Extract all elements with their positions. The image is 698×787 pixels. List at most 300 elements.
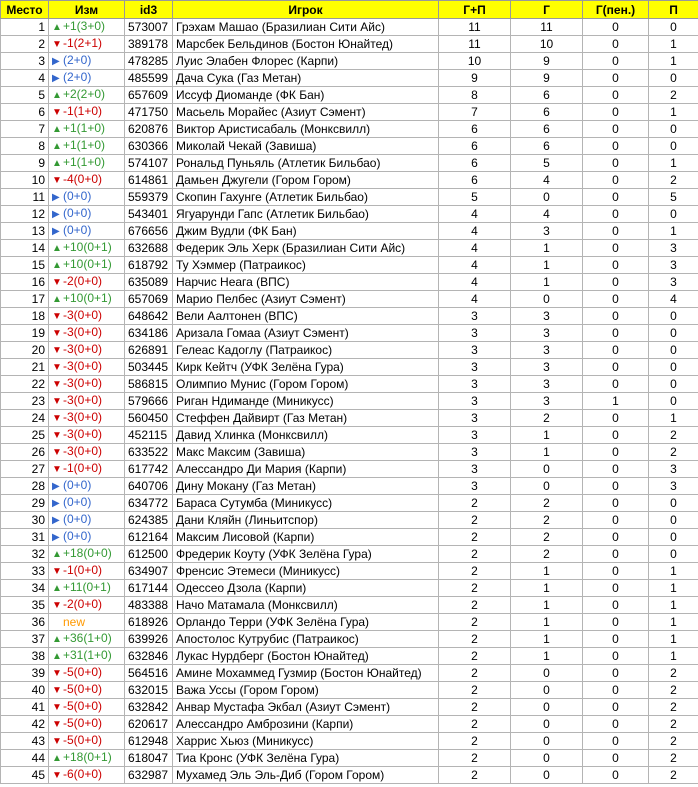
goals-cell[interactable]: 2 xyxy=(511,546,583,563)
goals-plus-assists-cell[interactable]: 2 xyxy=(439,614,511,631)
goals-cell[interactable]: 3 xyxy=(511,325,583,342)
penalty-goals-cell[interactable]: 0 xyxy=(583,36,649,53)
goals-cell[interactable]: 1 xyxy=(511,427,583,444)
id3-cell[interactable]: 632842 xyxy=(125,699,173,716)
change-cell[interactable] xyxy=(49,750,125,767)
id3-cell[interactable]: 632987 xyxy=(125,767,173,784)
place-cell[interactable]: 31 xyxy=(1,529,49,546)
penalty-goals-cell[interactable]: 0 xyxy=(583,138,649,155)
place-cell[interactable]: 5 xyxy=(1,87,49,104)
goals-cell[interactable]: 0 xyxy=(511,733,583,750)
goals-cell[interactable]: 4 xyxy=(511,172,583,189)
goals-cell[interactable]: 11 xyxy=(511,19,583,36)
change-cell[interactable] xyxy=(49,104,125,121)
change-cell[interactable] xyxy=(49,138,125,155)
goals-cell[interactable]: 3 xyxy=(511,359,583,376)
goals-plus-assists-cell[interactable]: 3 xyxy=(439,478,511,495)
assists-cell[interactable]: 3 xyxy=(649,257,698,274)
penalty-goals-cell[interactable]: 0 xyxy=(583,597,649,614)
id3-cell[interactable]: 657069 xyxy=(125,291,173,308)
goals-cell[interactable]: 1 xyxy=(511,240,583,257)
penalty-goals-cell[interactable]: 0 xyxy=(583,172,649,189)
id3-cell[interactable]: 630366 xyxy=(125,138,173,155)
id3-cell[interactable]: 626891 xyxy=(125,342,173,359)
goals-cell[interactable]: 3 xyxy=(511,393,583,410)
id3-cell[interactable]: 632015 xyxy=(125,682,173,699)
assists-cell[interactable]: 3 xyxy=(649,478,698,495)
goals-plus-assists-cell[interactable]: 2 xyxy=(439,529,511,546)
id3-cell[interactable]: 574107 xyxy=(125,155,173,172)
place-cell[interactable]: 45 xyxy=(1,767,49,784)
change-cell[interactable] xyxy=(49,172,125,189)
player-cell[interactable]: Бараса Сутумба (Миникусс) xyxy=(173,495,439,512)
change-cell[interactable] xyxy=(49,257,125,274)
penalty-goals-cell[interactable]: 0 xyxy=(583,665,649,682)
change-cell[interactable] xyxy=(49,19,125,36)
change-cell[interactable] xyxy=(49,427,125,444)
goals-plus-assists-cell[interactable]: 2 xyxy=(439,716,511,733)
goals-cell[interactable]: 0 xyxy=(511,478,583,495)
player-cell[interactable]: Максим Лисовой (Карпи) xyxy=(173,529,439,546)
penalty-goals-cell[interactable]: 0 xyxy=(583,359,649,376)
change-cell[interactable] xyxy=(49,70,125,87)
place-cell[interactable]: 36 xyxy=(1,614,49,631)
change-cell[interactable] xyxy=(49,410,125,427)
penalty-goals-cell[interactable]: 0 xyxy=(583,223,649,240)
penalty-goals-cell[interactable]: 0 xyxy=(583,733,649,750)
id3-cell[interactable]: 632688 xyxy=(125,240,173,257)
assists-cell[interactable]: 0 xyxy=(649,376,698,393)
id3-cell[interactable]: 483388 xyxy=(125,597,173,614)
id3-cell[interactable]: 579666 xyxy=(125,393,173,410)
assists-cell[interactable]: 1 xyxy=(649,614,698,631)
penalty-goals-cell[interactable]: 0 xyxy=(583,461,649,478)
col-header-player[interactable]: Игрок xyxy=(173,1,439,19)
goals-cell[interactable]: 0 xyxy=(511,291,583,308)
goals-cell[interactable]: 2 xyxy=(511,495,583,512)
player-cell[interactable]: Дину Мокану (Газ Метан) xyxy=(173,478,439,495)
assists-cell[interactable]: 4 xyxy=(649,291,698,308)
id3-cell[interactable]: 620876 xyxy=(125,121,173,138)
change-cell[interactable] xyxy=(49,291,125,308)
assists-cell[interactable]: 2 xyxy=(649,716,698,733)
goals-cell[interactable]: 2 xyxy=(511,410,583,427)
id3-cell[interactable]: 639926 xyxy=(125,631,173,648)
penalty-goals-cell[interactable]: 0 xyxy=(583,512,649,529)
penalty-goals-cell[interactable]: 0 xyxy=(583,529,649,546)
goals-cell[interactable]: 9 xyxy=(511,70,583,87)
player-cell[interactable]: Дани Кляйн (Линьитспор) xyxy=(173,512,439,529)
assists-cell[interactable]: 0 xyxy=(649,121,698,138)
id3-cell[interactable]: 586815 xyxy=(125,376,173,393)
place-cell[interactable]: 10 xyxy=(1,172,49,189)
id3-cell[interactable]: 640706 xyxy=(125,478,173,495)
place-cell[interactable]: 4 xyxy=(1,70,49,87)
penalty-goals-cell[interactable]: 0 xyxy=(583,563,649,580)
assists-cell[interactable]: 2 xyxy=(649,699,698,716)
goals-cell[interactable]: 2 xyxy=(511,529,583,546)
penalty-goals-cell[interactable]: 0 xyxy=(583,308,649,325)
col-header-id3[interactable]: id3 xyxy=(125,1,173,19)
id3-cell[interactable]: 634907 xyxy=(125,563,173,580)
goals-cell[interactable]: 6 xyxy=(511,104,583,121)
change-cell[interactable] xyxy=(49,189,125,206)
penalty-goals-cell[interactable]: 0 xyxy=(583,767,649,784)
col-header-place[interactable]: Место xyxy=(1,1,49,19)
goals-plus-assists-cell[interactable]: 3 xyxy=(439,325,511,342)
change-cell[interactable] xyxy=(49,580,125,597)
assists-cell[interactable]: 0 xyxy=(649,342,698,359)
id3-cell[interactable]: 478285 xyxy=(125,53,173,70)
penalty-goals-cell[interactable]: 0 xyxy=(583,104,649,121)
goals-plus-assists-cell[interactable]: 4 xyxy=(439,206,511,223)
goals-plus-assists-cell[interactable]: 4 xyxy=(439,223,511,240)
place-cell[interactable]: 8 xyxy=(1,138,49,155)
player-cell[interactable]: Миколай Чекай (Завиша) xyxy=(173,138,439,155)
place-cell[interactable]: 20 xyxy=(1,342,49,359)
change-cell[interactable] xyxy=(49,325,125,342)
place-cell[interactable]: 17 xyxy=(1,291,49,308)
place-cell[interactable]: 22 xyxy=(1,376,49,393)
penalty-goals-cell[interactable]: 0 xyxy=(583,257,649,274)
penalty-goals-cell[interactable]: 0 xyxy=(583,376,649,393)
change-cell[interactable] xyxy=(49,512,125,529)
goals-plus-assists-cell[interactable]: 6 xyxy=(439,155,511,172)
player-cell[interactable]: Одессео Дзола (Карпи) xyxy=(173,580,439,597)
place-cell[interactable]: 34 xyxy=(1,580,49,597)
id3-cell[interactable]: 612948 xyxy=(125,733,173,750)
assists-cell[interactable]: 0 xyxy=(649,495,698,512)
player-cell[interactable]: Дача Сука (Газ Метан) xyxy=(173,70,439,87)
penalty-goals-cell[interactable]: 0 xyxy=(583,189,649,206)
change-cell[interactable] xyxy=(49,121,125,138)
id3-cell[interactable]: 471750 xyxy=(125,104,173,121)
assists-cell[interactable]: 1 xyxy=(649,563,698,580)
goals-plus-assists-cell[interactable]: 3 xyxy=(439,359,511,376)
col-header-penalty-goals[interactable]: Г(пен.) xyxy=(583,1,649,19)
assists-cell[interactable]: 0 xyxy=(649,529,698,546)
goals-cell[interactable]: 0 xyxy=(511,682,583,699)
goals-cell[interactable]: 3 xyxy=(511,342,583,359)
goals-plus-assists-cell[interactable]: 3 xyxy=(439,308,511,325)
place-cell[interactable]: 26 xyxy=(1,444,49,461)
goals-plus-assists-cell[interactable]: 6 xyxy=(439,172,511,189)
penalty-goals-cell[interactable]: 0 xyxy=(583,716,649,733)
goals-plus-assists-cell[interactable]: 5 xyxy=(439,189,511,206)
id3-cell[interactable]: 657609 xyxy=(125,87,173,104)
goals-plus-assists-cell[interactable]: 3 xyxy=(439,444,511,461)
id3-cell[interactable]: 618792 xyxy=(125,257,173,274)
place-cell[interactable]: 41 xyxy=(1,699,49,716)
change-cell[interactable] xyxy=(49,597,125,614)
place-cell[interactable]: 13 xyxy=(1,223,49,240)
goals-cell[interactable]: 0 xyxy=(511,750,583,767)
id3-cell[interactable]: 635089 xyxy=(125,274,173,291)
assists-cell[interactable]: 2 xyxy=(649,444,698,461)
player-cell[interactable]: Начо Матамала (Монксвилл) xyxy=(173,597,439,614)
change-cell[interactable] xyxy=(49,53,125,70)
assists-cell[interactable]: 0 xyxy=(649,325,698,342)
place-cell[interactable]: 30 xyxy=(1,512,49,529)
penalty-goals-cell[interactable]: 0 xyxy=(583,274,649,291)
id3-cell[interactable]: 564516 xyxy=(125,665,173,682)
id3-cell[interactable]: 633522 xyxy=(125,444,173,461)
goals-cell[interactable]: 6 xyxy=(511,121,583,138)
id3-cell[interactable]: 612500 xyxy=(125,546,173,563)
change-cell[interactable] xyxy=(49,529,125,546)
penalty-goals-cell[interactable]: 0 xyxy=(583,580,649,597)
assists-cell[interactable]: 0 xyxy=(649,206,698,223)
goals-cell[interactable]: 1 xyxy=(511,614,583,631)
id3-cell[interactable]: 503445 xyxy=(125,359,173,376)
goals-plus-assists-cell[interactable]: 4 xyxy=(439,257,511,274)
goals-plus-assists-cell[interactable]: 3 xyxy=(439,376,511,393)
penalty-goals-cell[interactable]: 0 xyxy=(583,410,649,427)
change-cell[interactable] xyxy=(49,495,125,512)
penalty-goals-cell[interactable]: 0 xyxy=(583,19,649,36)
change-cell[interactable] xyxy=(49,240,125,257)
id3-cell[interactable]: 620617 xyxy=(125,716,173,733)
id3-cell[interactable]: 632846 xyxy=(125,648,173,665)
assists-cell[interactable]: 0 xyxy=(649,359,698,376)
penalty-goals-cell[interactable]: 0 xyxy=(583,70,649,87)
assists-cell[interactable]: 2 xyxy=(649,665,698,682)
player-cell[interactable]: Алессандро Амброзини (Карпи) xyxy=(173,716,439,733)
player-cell[interactable]: Тиа Кронс (УФК Зелёна Гура) xyxy=(173,750,439,767)
assists-cell[interactable]: 2 xyxy=(649,427,698,444)
goals-plus-assists-cell[interactable]: 11 xyxy=(439,36,511,53)
id3-cell[interactable]: 676656 xyxy=(125,223,173,240)
change-cell[interactable] xyxy=(49,478,125,495)
player-cell[interactable]: Олимпио Мунис (Гором Гором) xyxy=(173,376,439,393)
assists-cell[interactable]: 2 xyxy=(649,682,698,699)
id3-cell[interactable]: 543401 xyxy=(125,206,173,223)
id3-cell[interactable]: 617144 xyxy=(125,580,173,597)
assists-cell[interactable]: 1 xyxy=(649,36,698,53)
col-header-assists[interactable]: П xyxy=(649,1,698,19)
player-cell[interactable]: Стеффен Дайвирт (Газ Метан) xyxy=(173,410,439,427)
player-cell[interactable]: Апостолос Кутрубис (Патраикос) xyxy=(173,631,439,648)
goals-plus-assists-cell[interactable]: 4 xyxy=(439,291,511,308)
player-cell[interactable]: Скопин Гахунге (Атлетик Бильбао) xyxy=(173,189,439,206)
id3-cell[interactable]: 389178 xyxy=(125,36,173,53)
change-cell[interactable] xyxy=(49,665,125,682)
player-cell[interactable]: Орландо Терри (УФК Зелёна Гура) xyxy=(173,614,439,631)
player-cell[interactable]: Луис Элабен Флорес (Карпи) xyxy=(173,53,439,70)
assists-cell[interactable]: 1 xyxy=(649,648,698,665)
goals-cell[interactable]: 1 xyxy=(511,597,583,614)
place-cell[interactable]: 9 xyxy=(1,155,49,172)
goals-plus-assists-cell[interactable]: 4 xyxy=(439,240,511,257)
goals-plus-assists-cell[interactable]: 8 xyxy=(439,87,511,104)
goals-plus-assists-cell[interactable]: 2 xyxy=(439,580,511,597)
penalty-goals-cell[interactable]: 0 xyxy=(583,240,649,257)
penalty-goals-cell[interactable]: 0 xyxy=(583,699,649,716)
goals-cell[interactable]: 3 xyxy=(511,308,583,325)
place-cell[interactable]: 2 xyxy=(1,36,49,53)
player-cell[interactable]: Кирк Кейтч (УФК Зелёна Гура) xyxy=(173,359,439,376)
player-cell[interactable]: Масьель Морайес (Азиут Сэмент) xyxy=(173,104,439,121)
assists-cell[interactable]: 3 xyxy=(649,461,698,478)
place-cell[interactable]: 37 xyxy=(1,631,49,648)
goals-plus-assists-cell[interactable]: 2 xyxy=(439,750,511,767)
goals-plus-assists-cell[interactable]: 2 xyxy=(439,665,511,682)
place-cell[interactable]: 28 xyxy=(1,478,49,495)
change-cell[interactable] xyxy=(49,87,125,104)
id3-cell[interactable]: 618926 xyxy=(125,614,173,631)
place-cell[interactable]: 23 xyxy=(1,393,49,410)
player-cell[interactable]: Рональд Пуньяль (Атлетик Бильбао) xyxy=(173,155,439,172)
penalty-goals-cell[interactable]: 0 xyxy=(583,478,649,495)
goals-cell[interactable]: 0 xyxy=(511,189,583,206)
goals-plus-assists-cell[interactable]: 3 xyxy=(439,410,511,427)
change-cell[interactable] xyxy=(49,461,125,478)
player-cell[interactable]: Амине Мохаммед Гузмир (Бостон Юнайтед) xyxy=(173,665,439,682)
player-cell[interactable]: Марио Пелбес (Азиут Сэмент) xyxy=(173,291,439,308)
col-header-change[interactable]: Изм xyxy=(49,1,125,19)
penalty-goals-cell[interactable]: 0 xyxy=(583,444,649,461)
player-cell[interactable]: Анвар Мустафа Экбал (Азиут Сэмент) xyxy=(173,699,439,716)
goals-cell[interactable]: 5 xyxy=(511,155,583,172)
player-cell[interactable]: Давид Хлинка (Монксвилл) xyxy=(173,427,439,444)
assists-cell[interactable]: 0 xyxy=(649,512,698,529)
id3-cell[interactable]: 618047 xyxy=(125,750,173,767)
goals-plus-assists-cell[interactable]: 2 xyxy=(439,563,511,580)
player-cell[interactable]: Риган Ндиманде (Миникусс) xyxy=(173,393,439,410)
assists-cell[interactable]: 0 xyxy=(649,393,698,410)
goals-cell[interactable]: 1 xyxy=(511,563,583,580)
place-cell[interactable]: 1 xyxy=(1,19,49,36)
assists-cell[interactable]: 2 xyxy=(649,767,698,784)
change-cell[interactable] xyxy=(49,699,125,716)
assists-cell[interactable]: 0 xyxy=(649,19,698,36)
goals-plus-assists-cell[interactable]: 2 xyxy=(439,648,511,665)
id3-cell[interactable]: 648642 xyxy=(125,308,173,325)
goals-plus-assists-cell[interactable]: 3 xyxy=(439,461,511,478)
change-cell[interactable] xyxy=(49,342,125,359)
player-cell[interactable]: Фредерик Коуту (УФК Зелёна Гура) xyxy=(173,546,439,563)
player-cell[interactable]: Джим Вудли (ФК Бан) xyxy=(173,223,439,240)
change-cell[interactable] xyxy=(49,376,125,393)
place-cell[interactable]: 16 xyxy=(1,274,49,291)
player-cell[interactable]: Федерик Эль Херк (Бразилиан Сити Айс) xyxy=(173,240,439,257)
place-cell[interactable]: 44 xyxy=(1,750,49,767)
place-cell[interactable]: 42 xyxy=(1,716,49,733)
goals-plus-assists-cell[interactable]: 3 xyxy=(439,427,511,444)
goals-cell[interactable]: 1 xyxy=(511,274,583,291)
penalty-goals-cell[interactable]: 0 xyxy=(583,87,649,104)
place-cell[interactable]: 40 xyxy=(1,682,49,699)
assists-cell[interactable]: 2 xyxy=(649,87,698,104)
player-cell[interactable]: Виктор Аристисабаль (Монксвилл) xyxy=(173,121,439,138)
assists-cell[interactable]: 0 xyxy=(649,138,698,155)
penalty-goals-cell[interactable]: 0 xyxy=(583,53,649,70)
place-cell[interactable]: 25 xyxy=(1,427,49,444)
assists-cell[interactable]: 1 xyxy=(649,631,698,648)
assists-cell[interactable]: 1 xyxy=(649,580,698,597)
goals-cell[interactable]: 4 xyxy=(511,206,583,223)
change-cell[interactable] xyxy=(49,716,125,733)
goals-cell[interactable]: 1 xyxy=(511,631,583,648)
id3-cell[interactable]: 634186 xyxy=(125,325,173,342)
goals-cell[interactable]: 0 xyxy=(511,716,583,733)
goals-plus-assists-cell[interactable]: 6 xyxy=(439,121,511,138)
assists-cell[interactable]: 5 xyxy=(649,189,698,206)
player-cell[interactable]: Марсбек Бельдинов (Бостон Юнайтед) xyxy=(173,36,439,53)
goals-cell[interactable]: 6 xyxy=(511,87,583,104)
change-cell[interactable] xyxy=(49,155,125,172)
goals-plus-assists-cell[interactable]: 3 xyxy=(439,342,511,359)
penalty-goals-cell[interactable]: 0 xyxy=(583,750,649,767)
player-cell[interactable]: Гелеас Кадоглу (Патраикос) xyxy=(173,342,439,359)
assists-cell[interactable]: 3 xyxy=(649,274,698,291)
assists-cell[interactable]: 3 xyxy=(649,240,698,257)
penalty-goals-cell[interactable]: 0 xyxy=(583,495,649,512)
goals-plus-assists-cell[interactable]: 2 xyxy=(439,699,511,716)
change-cell[interactable] xyxy=(49,359,125,376)
change-cell[interactable] xyxy=(49,682,125,699)
assists-cell[interactable]: 0 xyxy=(649,308,698,325)
goals-cell[interactable]: 0 xyxy=(511,767,583,784)
change-cell[interactable] xyxy=(49,223,125,240)
place-cell[interactable]: 38 xyxy=(1,648,49,665)
penalty-goals-cell[interactable]: 0 xyxy=(583,546,649,563)
penalty-goals-cell[interactable]: 0 xyxy=(583,682,649,699)
id3-cell[interactable]: 624385 xyxy=(125,512,173,529)
goals-cell[interactable]: 1 xyxy=(511,580,583,597)
assists-cell[interactable]: 0 xyxy=(649,70,698,87)
goals-plus-assists-cell[interactable]: 2 xyxy=(439,597,511,614)
change-cell[interactable] xyxy=(49,206,125,223)
place-cell[interactable]: 14 xyxy=(1,240,49,257)
id3-cell[interactable]: 560450 xyxy=(125,410,173,427)
player-cell[interactable]: Френсис Этемеси (Миникусс) xyxy=(173,563,439,580)
player-cell[interactable]: Макс Максим (Завиша) xyxy=(173,444,439,461)
id3-cell[interactable]: 452115 xyxy=(125,427,173,444)
id3-cell[interactable]: 612164 xyxy=(125,529,173,546)
place-cell[interactable]: 32 xyxy=(1,546,49,563)
col-header-goals-plus-assists[interactable]: Г+П xyxy=(439,1,511,19)
goals-plus-assists-cell[interactable]: 2 xyxy=(439,733,511,750)
place-cell[interactable]: 35 xyxy=(1,597,49,614)
penalty-goals-cell[interactable]: 0 xyxy=(583,342,649,359)
goals-plus-assists-cell[interactable]: 3 xyxy=(439,393,511,410)
place-cell[interactable]: 6 xyxy=(1,104,49,121)
player-cell[interactable]: Нарчис Неага (ВПС) xyxy=(173,274,439,291)
place-cell[interactable]: 18 xyxy=(1,308,49,325)
player-cell[interactable]: Мухамед Эль Эль-Диб (Гором Гором) xyxy=(173,767,439,784)
place-cell[interactable]: 12 xyxy=(1,206,49,223)
change-cell[interactable] xyxy=(49,631,125,648)
change-cell[interactable] xyxy=(49,393,125,410)
place-cell[interactable]: 33 xyxy=(1,563,49,580)
assists-cell[interactable]: 1 xyxy=(649,223,698,240)
player-cell[interactable]: Иссуф Диоманде (ФК Бан) xyxy=(173,87,439,104)
goals-cell[interactable]: 1 xyxy=(511,257,583,274)
goals-cell[interactable]: 2 xyxy=(511,512,583,529)
penalty-goals-cell[interactable]: 0 xyxy=(583,291,649,308)
place-cell[interactable]: 21 xyxy=(1,359,49,376)
goals-cell[interactable]: 0 xyxy=(511,699,583,716)
player-cell[interactable]: Грэхам Машао (Бразилиан Сити Айс) xyxy=(173,19,439,36)
goals-plus-assists-cell[interactable]: 2 xyxy=(439,495,511,512)
place-cell[interactable]: 39 xyxy=(1,665,49,682)
player-cell[interactable]: Дамьен Джугели (Гором Гором) xyxy=(173,172,439,189)
goals-plus-assists-cell[interactable]: 4 xyxy=(439,274,511,291)
id3-cell[interactable]: 634772 xyxy=(125,495,173,512)
player-cell[interactable]: Алессандро Ди Мария (Карпи) xyxy=(173,461,439,478)
goals-plus-assists-cell[interactable]: 2 xyxy=(439,631,511,648)
